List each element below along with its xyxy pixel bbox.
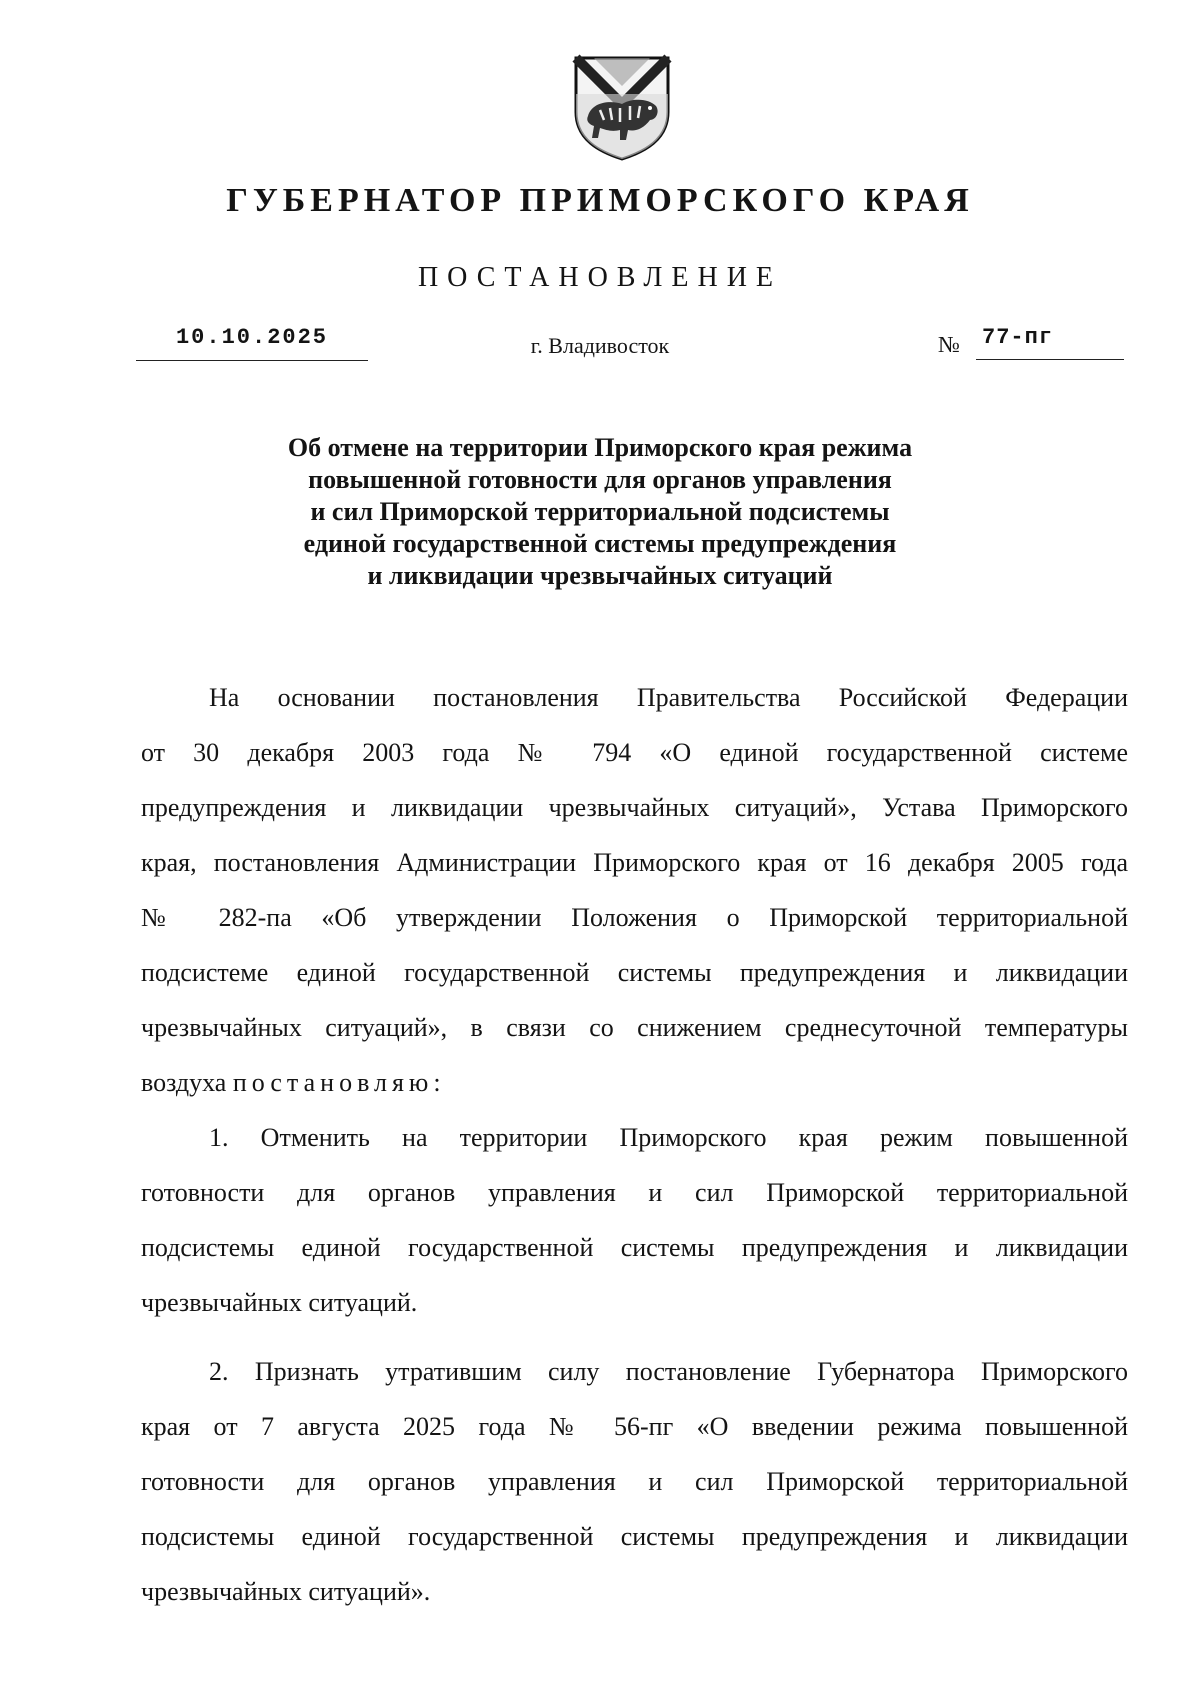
primorsky-coat-of-arms-icon: [570, 54, 674, 162]
text-line: 1. Отменить на территории Приморского края режим повышенной: [209, 1123, 1128, 1152]
clause-1: [141, 1110, 1128, 1330]
text-line: № 282-па «Об утверждении Положения о Приморской территориальной: [141, 903, 1128, 932]
document-title: [0, 432, 1200, 592]
issuer-heading: ГУБЕРНАТОР ПРИМОРСКОГО КРАЯ: [226, 182, 974, 219]
text-line: 2. Признать утратившим силу постановление Губернатора Приморского: [209, 1357, 1128, 1386]
title-line: повышенной готовности для органов управления: [308, 465, 892, 494]
text-line: края от 7 августа 2025 года № 56-пг «О введении режима повышенной: [141, 1412, 1128, 1441]
document-body: [141, 670, 1128, 1619]
document-city: г. Владивосток: [530, 333, 670, 358]
document-date: 10.10.2025: [136, 322, 368, 361]
preamble-end-text: воздуха: [141, 1068, 227, 1097]
text-line: чрезвычайных ситуаций», в связи со снижением среднесуточной температуры: [141, 1013, 1128, 1042]
preamble-paragraph: [141, 670, 1128, 1110]
text-line: На основании постановления Правительства Российской Федерации: [209, 683, 1128, 712]
decree-word: постановляю:: [232, 1068, 446, 1097]
number-sign: №: [938, 332, 960, 357]
title-line: и ликвидации чрезвычайных ситуаций: [367, 561, 833, 590]
text-line: от 30 декабря 2003 года № 794 «О единой государственной системе: [141, 738, 1128, 767]
text-line: подсистеме единой государственной системы предупреждения и ликвидации: [141, 958, 1128, 987]
clause-2: [141, 1344, 1128, 1619]
text-line: готовности для органов управления и сил Приморской территориальной: [141, 1467, 1128, 1496]
title-line: единой государственной системы предупреждения: [303, 529, 897, 558]
text-line: чрезвычайных ситуаций.: [141, 1288, 418, 1317]
text-line: предупреждения и ликвидации чрезвычайных ситуаций», Устава Приморского: [141, 793, 1128, 822]
text-line: подсистемы единой государственной системы предупреждения и ликвидации: [141, 1233, 1128, 1262]
text-line: края, постановления Администрации Приморского края от 16 декабря 2005 года: [141, 848, 1128, 877]
text-line: [141, 1055, 1128, 1110]
title-line: и сил Приморской территориальной подсистемы: [310, 497, 890, 526]
document-type-heading: ПОСТАНОВЛЕНИЕ: [417, 262, 783, 293]
text-line: подсистемы единой государственной системы предупреждения и ликвидации: [141, 1522, 1128, 1551]
title-line: Об отмене на территории Приморского края режима: [287, 433, 913, 462]
text-line: чрезвычайных ситуаций».: [141, 1577, 431, 1606]
text-line: готовности для органов управления и сил Приморской территориальной: [141, 1178, 1128, 1207]
document-number: 77-пг: [976, 322, 1124, 360]
paragraph-gap: [141, 1330, 1128, 1344]
